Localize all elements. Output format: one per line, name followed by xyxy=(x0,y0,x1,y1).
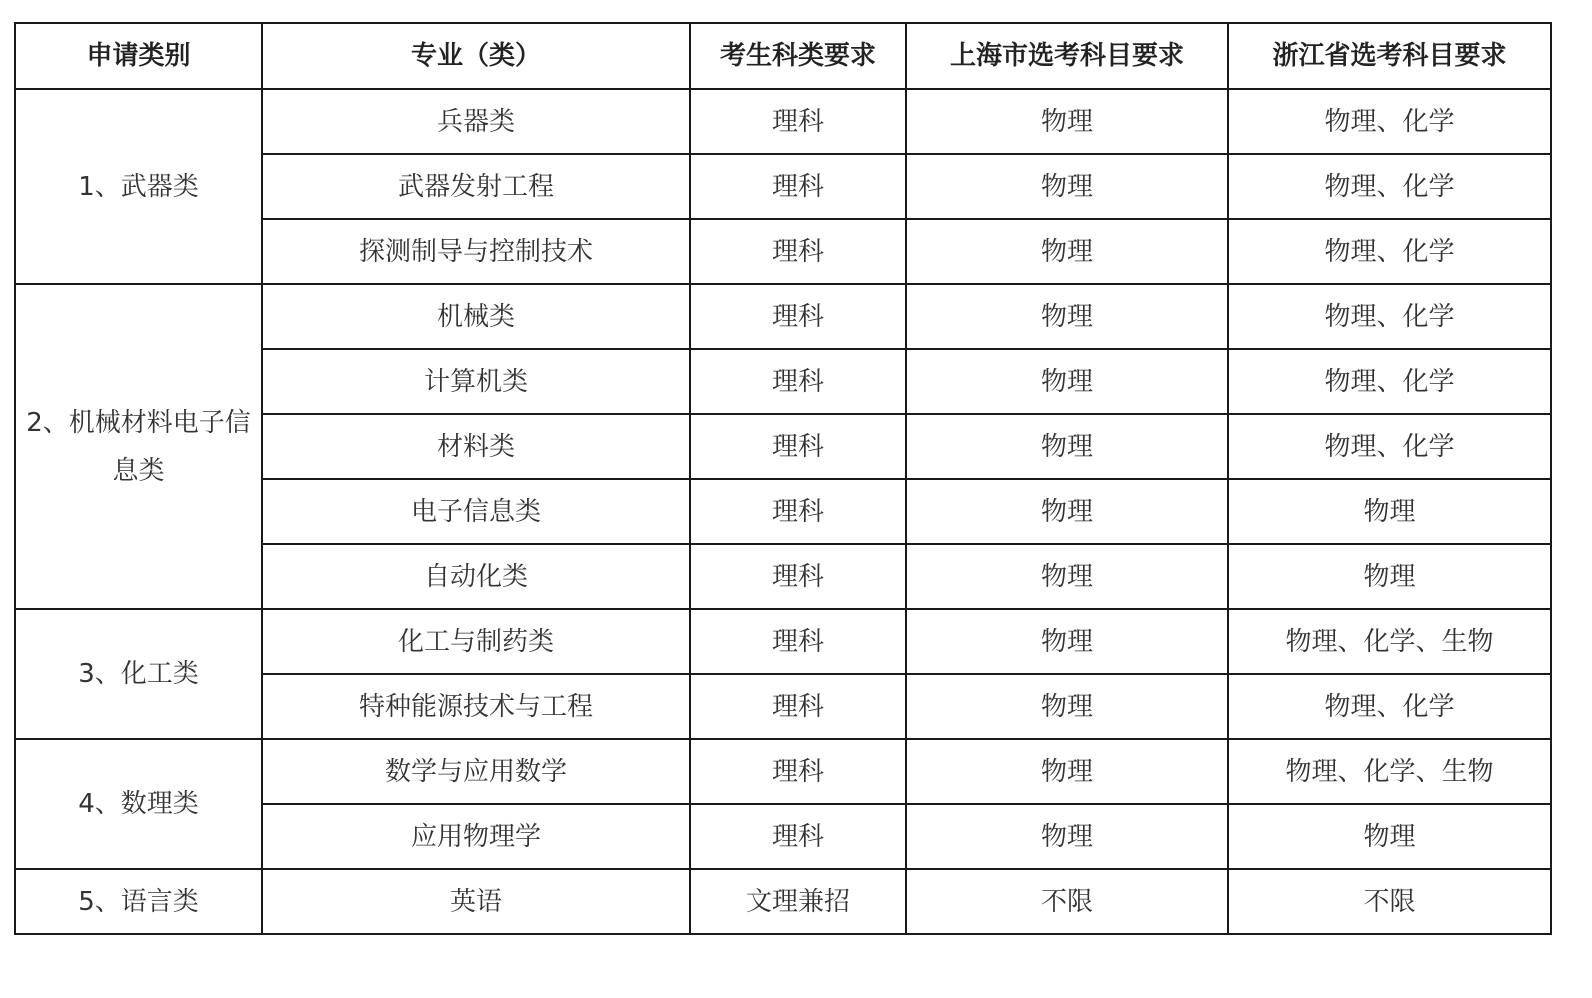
subject-type-cell: 理科 xyxy=(690,414,906,479)
subject-type-cell: 理科 xyxy=(690,544,906,609)
major-cell: 数学与应用数学 xyxy=(262,739,690,804)
zhejiang-requirement-cell: 物理、化学 xyxy=(1228,89,1551,154)
header-major: 专业（类） xyxy=(262,23,690,89)
header-row xyxy=(15,23,1551,89)
zhejiang-requirement-cell: 物理 xyxy=(1228,804,1551,869)
major-cell: 机械类 xyxy=(262,284,690,349)
major-cell: 自动化类 xyxy=(262,544,690,609)
zhejiang-requirement-cell: 物理 xyxy=(1228,479,1551,544)
major-cell: 武器发射工程 xyxy=(262,154,690,219)
shanghai-requirement-cell: 物理 xyxy=(906,674,1228,739)
shanghai-requirement-cell: 物理 xyxy=(906,804,1228,869)
subject-type-cell: 理科 xyxy=(690,219,906,284)
zhejiang-requirement-cell: 物理 xyxy=(1228,544,1551,609)
shanghai-requirement-cell: 物理 xyxy=(906,739,1228,804)
major-cell: 探测制导与控制技术 xyxy=(262,219,690,284)
header-subject-type: 考生科类要求 xyxy=(690,23,906,89)
zhejiang-requirement-cell: 物理、化学 xyxy=(1228,154,1551,219)
shanghai-requirement-cell: 物理 xyxy=(906,414,1228,479)
category-cell: 4、数理类 xyxy=(15,739,262,869)
zhejiang-requirement-cell: 物理、化学、生物 xyxy=(1228,609,1551,674)
subject-type-cell: 理科 xyxy=(690,479,906,544)
table-row xyxy=(15,739,1551,804)
admission-requirements-table xyxy=(14,22,1552,935)
category-cell: 3、化工类 xyxy=(15,609,262,739)
major-cell: 化工与制药类 xyxy=(262,609,690,674)
subject-type-cell: 理科 xyxy=(690,89,906,154)
major-cell: 英语 xyxy=(262,869,690,934)
header-zhejiang-requirement: 浙江省选考科目要求 xyxy=(1228,23,1551,89)
subject-type-cell: 理科 xyxy=(690,609,906,674)
subject-type-cell: 理科 xyxy=(690,349,906,414)
category-cell: 2、机械材料电子信息类 xyxy=(15,284,262,609)
shanghai-requirement-cell: 不限 xyxy=(906,869,1228,934)
major-cell: 材料类 xyxy=(262,414,690,479)
table-body xyxy=(15,89,1551,934)
shanghai-requirement-cell: 物理 xyxy=(906,544,1228,609)
subject-type-cell: 理科 xyxy=(690,739,906,804)
subject-type-cell: 理科 xyxy=(690,154,906,219)
shanghai-requirement-cell: 物理 xyxy=(906,154,1228,219)
shanghai-requirement-cell: 物理 xyxy=(906,609,1228,674)
major-cell: 应用物理学 xyxy=(262,804,690,869)
shanghai-requirement-cell: 物理 xyxy=(906,219,1228,284)
zhejiang-requirement-cell: 物理、化学、生物 xyxy=(1228,739,1551,804)
category-cell: 5、语言类 xyxy=(15,869,262,934)
subject-type-cell: 理科 xyxy=(690,674,906,739)
shanghai-requirement-cell: 物理 xyxy=(906,479,1228,544)
shanghai-requirement-cell: 物理 xyxy=(906,349,1228,414)
zhejiang-requirement-cell: 物理、化学 xyxy=(1228,414,1551,479)
category-cell: 1、武器类 xyxy=(15,89,262,284)
table-header xyxy=(15,23,1551,89)
zhejiang-requirement-cell: 物理、化学 xyxy=(1228,349,1551,414)
shanghai-requirement-cell: 物理 xyxy=(906,284,1228,349)
major-cell: 兵器类 xyxy=(262,89,690,154)
subject-type-cell: 文理兼招 xyxy=(690,869,906,934)
subject-type-cell: 理科 xyxy=(690,284,906,349)
table-row xyxy=(15,89,1551,154)
shanghai-requirement-cell: 物理 xyxy=(906,89,1228,154)
zhejiang-requirement-cell: 物理、化学 xyxy=(1228,219,1551,284)
major-cell: 电子信息类 xyxy=(262,479,690,544)
table-row xyxy=(15,284,1551,349)
major-cell: 特种能源技术与工程 xyxy=(262,674,690,739)
subject-type-cell: 理科 xyxy=(690,804,906,869)
header-application-category: 申请类别 xyxy=(15,23,262,89)
table-row xyxy=(15,609,1551,674)
major-cell: 计算机类 xyxy=(262,349,690,414)
header-shanghai-requirement: 上海市选考科目要求 xyxy=(906,23,1228,89)
table-row xyxy=(15,869,1551,934)
zhejiang-requirement-cell: 物理、化学 xyxy=(1228,674,1551,739)
zhejiang-requirement-cell: 物理、化学 xyxy=(1228,284,1551,349)
zhejiang-requirement-cell: 不限 xyxy=(1228,869,1551,934)
